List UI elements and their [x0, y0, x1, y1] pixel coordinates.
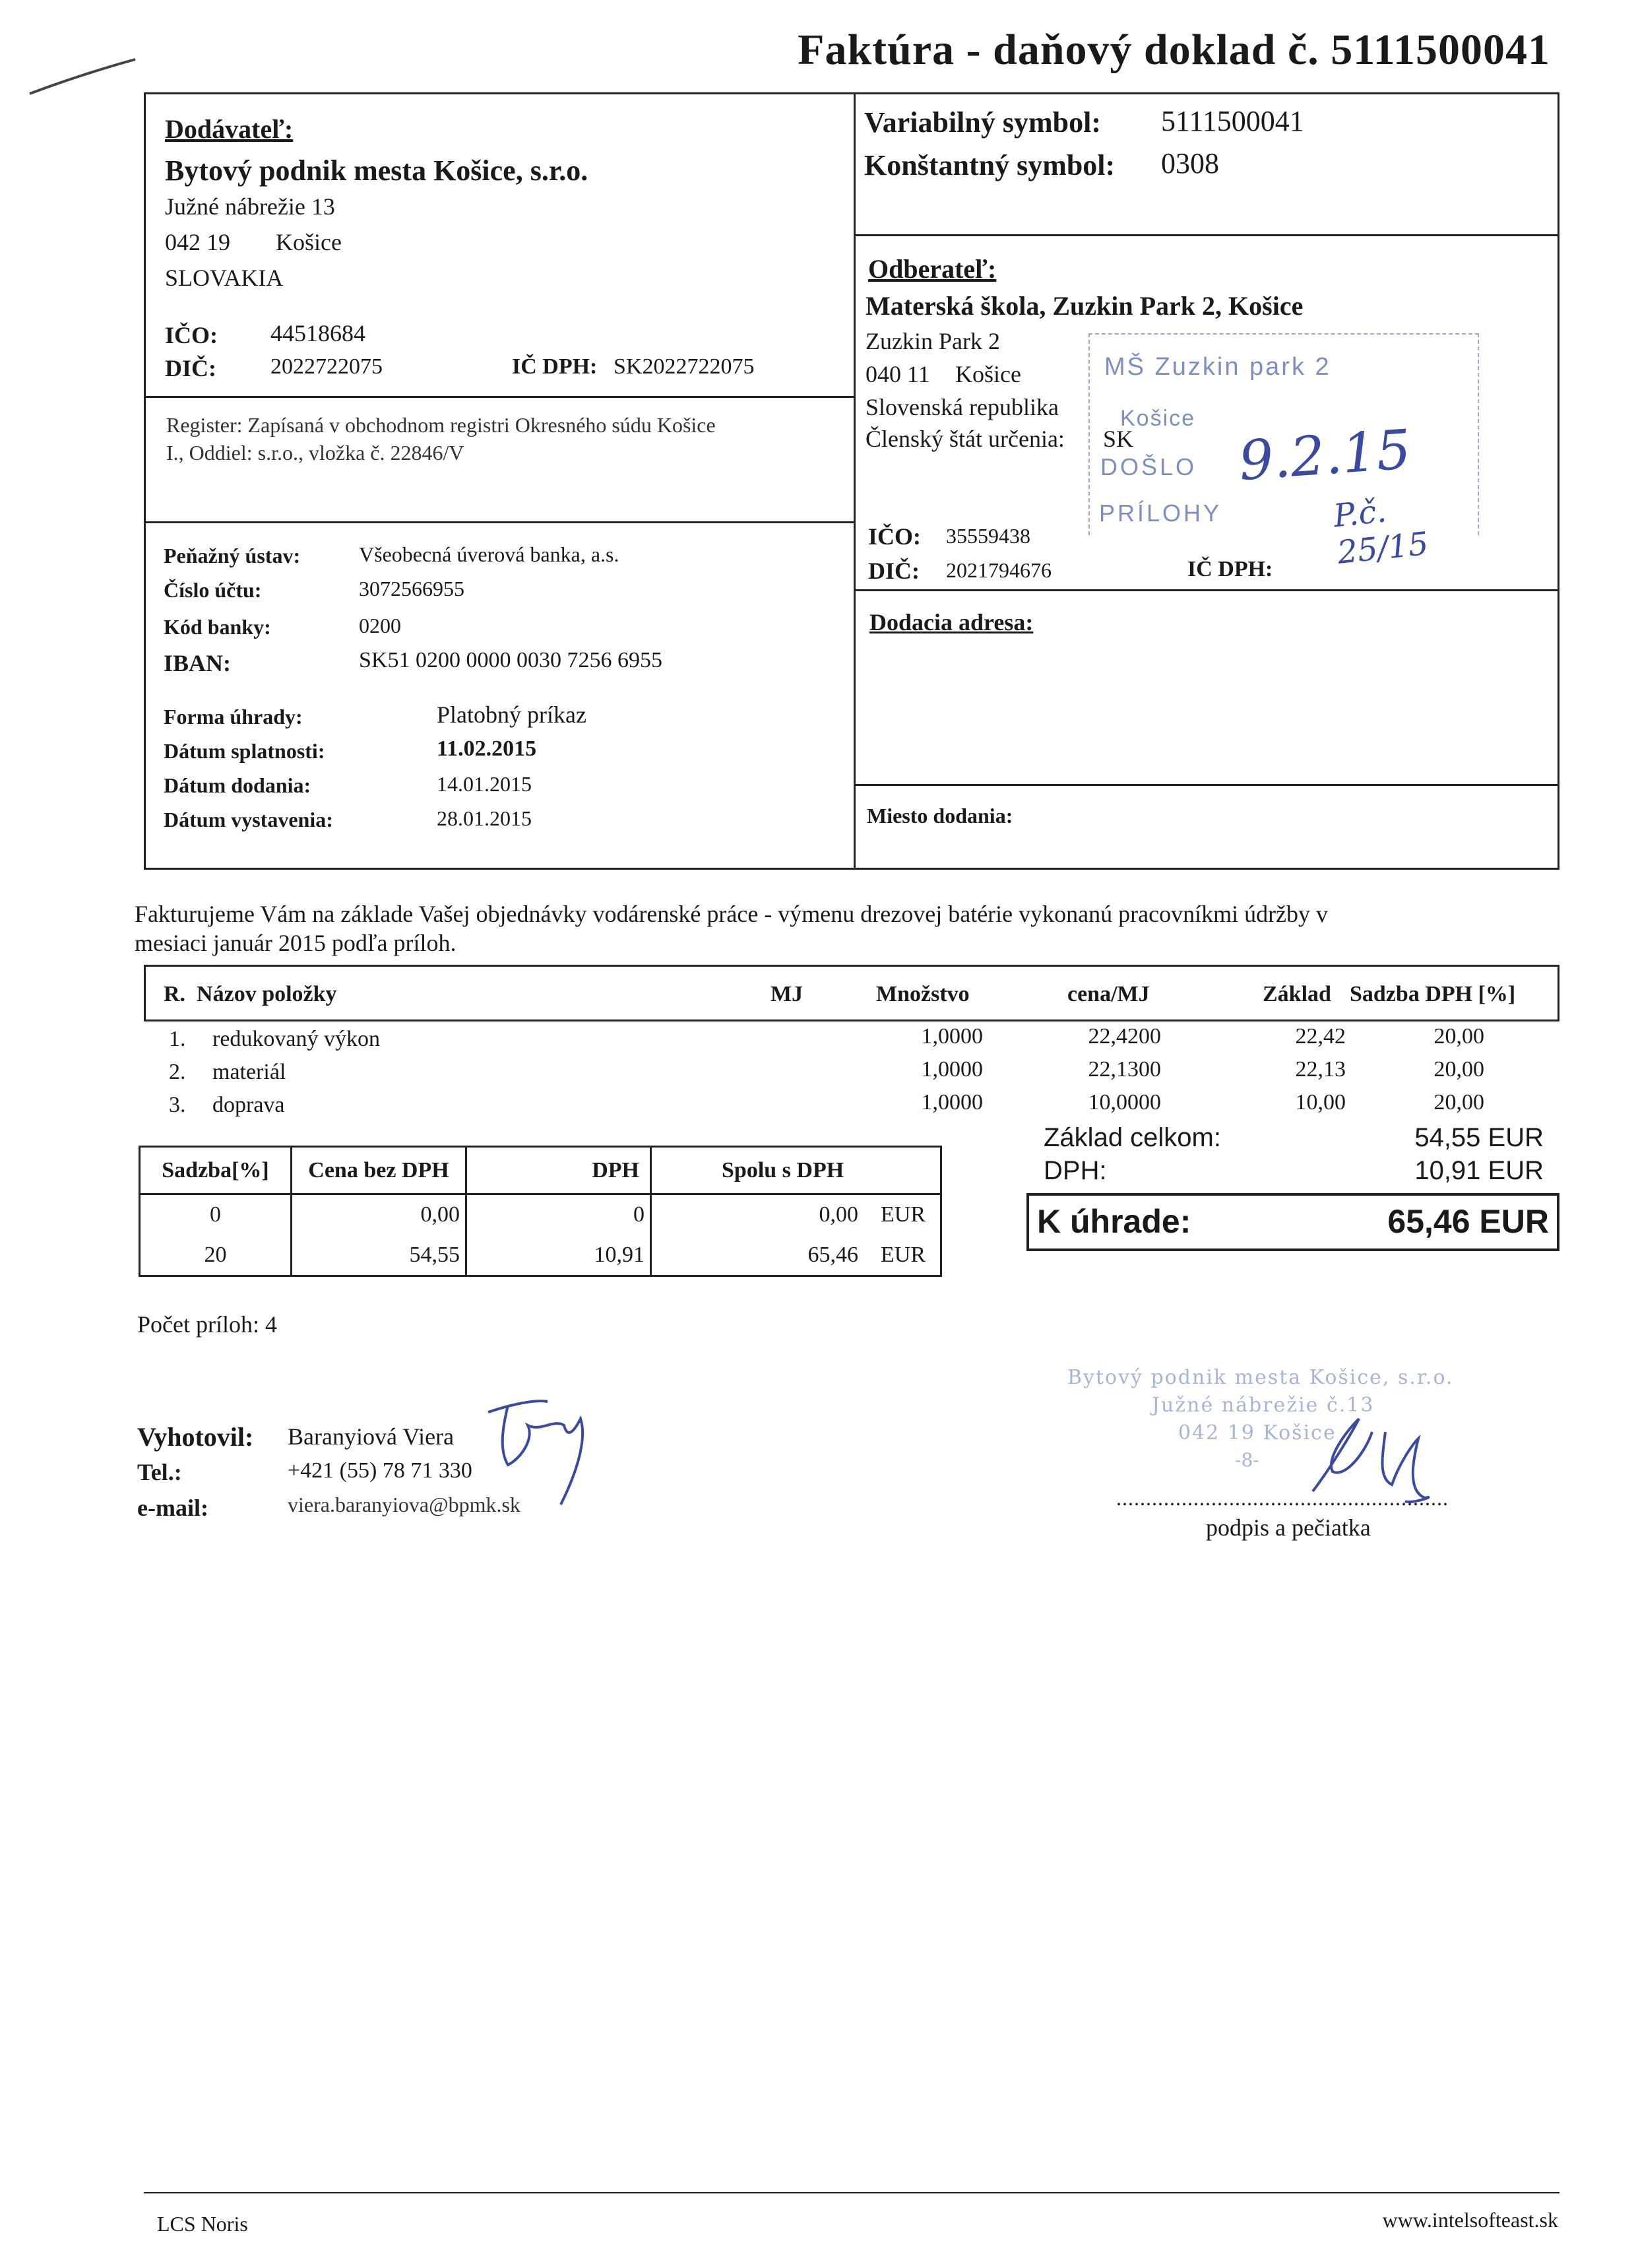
constant-symbol-label: Konštantný symbol: [864, 149, 1116, 181]
item-qty: 1,0000 [921, 1024, 983, 1049]
item-base: 22,13 [1295, 1057, 1346, 1082]
delivery-date-label: Dátum dodania: [164, 773, 311, 797]
vat-net: 0,00 [292, 1194, 466, 1235]
vat-rate: 0 [140, 1194, 292, 1235]
customer-icdph-label: IČ DPH: [1187, 557, 1273, 581]
col-price-header: cena/MJ [1067, 982, 1150, 1006]
col-base-header: Základ [1263, 982, 1331, 1006]
company-stamp-line2: Južné nábrežie č.13 [1152, 1394, 1375, 1417]
email: viera.baranyiova@bpmk.sk [288, 1493, 520, 1516]
bank-label: Peňažný ústav: [164, 544, 301, 567]
customer-street: Zuzkin Park 2 [865, 328, 1000, 354]
tel: +421 (55) 78 71 330 [288, 1458, 472, 1483]
vat-currency: EUR [881, 1202, 926, 1227]
item-num: 3. [169, 1093, 186, 1117]
supplier-icdph: SK2022722075 [614, 354, 755, 379]
vat-gross: 65,46 [807, 1242, 858, 1267]
item-price: 22,1300 [1088, 1057, 1161, 1082]
vat-rate-header: Sadzba[%] [140, 1147, 292, 1194]
supplier-register-line2: I., Oddiel: s.r.o., vložka č. 22846/V [166, 441, 464, 465]
item-num: 2. [169, 1060, 186, 1084]
supplier-icdph-label: IČ DPH: [512, 354, 598, 379]
vat-total: 10,91 EUR [1414, 1156, 1544, 1185]
item-qty: 1,0000 [921, 1057, 983, 1082]
issue-date: 28.01.2015 [437, 806, 532, 830]
made-by-label: Vyhotovil: [137, 1422, 254, 1452]
item-name: doprava [212, 1093, 285, 1117]
variable-symbol: 5111500041 [1161, 105, 1304, 137]
delivery-address-label: Dodacia adresa: [869, 609, 1034, 635]
intro-line2: mesiaci január 2015 podľa príloh. [135, 930, 456, 956]
item-name: redukovaný výkon [212, 1027, 381, 1051]
vat-currency: EUR [881, 1242, 926, 1267]
signature-dots: ........................................................ [1116, 1486, 1449, 1510]
iban: SK51 0200 0000 0030 7256 6955 [359, 648, 662, 672]
item-num: 1. [169, 1027, 186, 1051]
vat-total-label: DPH: [1044, 1156, 1107, 1185]
item-price: 22,4200 [1088, 1024, 1161, 1049]
footer-right: www.intelsofteast.sk [1382, 2208, 1558, 2232]
member-state-label: Členský štát určenia: [865, 426, 1065, 452]
col-name-header: R. Názov položky [164, 982, 337, 1006]
footer-left: LCS Noris [157, 2212, 248, 2236]
col-rate-header: Sadzba DPH [%] [1350, 982, 1516, 1006]
vat-vat: 10,91 [466, 1235, 651, 1276]
vat-vat-header: DPH [466, 1147, 651, 1194]
email-label: e-mail: [137, 1495, 208, 1521]
col-qty-header: Množstvo [876, 982, 970, 1006]
vat-gross-cell [651, 1194, 941, 1235]
stamp-handwritten-date: 9.2.15 [1237, 418, 1413, 493]
item-base: 10,00 [1295, 1090, 1346, 1115]
customer-country: Slovenská republika [865, 394, 1059, 420]
vat-net-header: Cena bez DPH [292, 1147, 466, 1194]
made-by: Baranyiová Viera [288, 1423, 455, 1450]
invoice-title: Faktúra - daňový doklad č. 5111500041 [798, 26, 1550, 74]
base-total-label: Základ celkom: [1044, 1123, 1221, 1152]
item-qty: 1,0000 [921, 1090, 983, 1115]
customer-zip: 040 11 [865, 361, 930, 387]
member-state: SK [1103, 426, 1134, 452]
item-rate: 20,00 [1433, 1090, 1484, 1115]
supplier-name: Bytový podnik mesta Košice, s.r.o. [165, 154, 588, 187]
item-rate: 20,00 [1433, 1024, 1484, 1049]
attachments-count: Počet príloh: 4 [137, 1311, 277, 1338]
table-row [140, 1235, 941, 1276]
signature-label: podpis a pečiatka [1206, 1514, 1371, 1541]
pen-mark [26, 53, 139, 99]
bank-code-label: Kód banky: [164, 615, 271, 639]
delivery-place-label: Miesto dodania: [867, 804, 1013, 827]
customer-ico-label: IČO: [868, 523, 921, 550]
customer-dic-label: DIČ: [868, 558, 920, 584]
base-total: 54,55 EUR [1414, 1123, 1544, 1152]
table-row [140, 1194, 941, 1235]
tel-label: Tel.: [137, 1459, 182, 1485]
issue-date-label: Dátum vystavenia: [164, 808, 333, 831]
customer-name: Materská škola, Zuzkin Park 2, Košice [865, 291, 1304, 321]
company-stamp-line3: 042 19 Košice [1178, 1421, 1337, 1444]
supplier-ico: 44518684 [270, 320, 365, 346]
vat-net: 54,55 [292, 1235, 466, 1276]
item-price: 10,0000 [1088, 1090, 1161, 1115]
stamp-line4: PRÍLOHY [1099, 500, 1222, 527]
stamp-line2: Košice [1120, 406, 1196, 431]
customer-heading: Odberateľ: [868, 254, 997, 284]
constant-symbol: 0308 [1161, 147, 1219, 179]
col-mj-header: MJ [771, 982, 803, 1006]
vat-gross-header: Spolu s DPH [651, 1147, 941, 1194]
amount-due: 65,46 EUR [1387, 1203, 1549, 1240]
customer-ico: 35559438 [946, 524, 1030, 548]
stamp-handwritten-ref: P.č. 25/15 [1331, 492, 1431, 571]
iban-label: IBAN: [164, 650, 232, 676]
account-label: Číslo účtu: [164, 578, 262, 602]
supplier-dic-label: DIČ: [165, 355, 216, 381]
supplier-dic: 2022722075 [270, 354, 383, 379]
payment-method-label: Forma úhrady: [164, 705, 303, 729]
stamp-line1: MŠ Zuzkin park 2 [1104, 353, 1331, 381]
issuer-signature [482, 1392, 600, 1518]
supplier-ico-label: IČO: [165, 322, 218, 348]
vat-gross-cell [651, 1235, 941, 1276]
intro-line1: Fakturujeme Vám na základe Vašej objednávky vodárenské práce - výmenu drezovej batérie vykonanú pracovníkmi údržby v [135, 901, 1329, 927]
supplier-country: SLOVAKIA [165, 265, 284, 291]
stamp-line3: DOŠLO [1100, 453, 1197, 480]
vat-vat: 0 [466, 1194, 651, 1235]
delivery-date: 14.01.2015 [437, 772, 532, 796]
due-date: 11.02.2015 [437, 736, 537, 761]
item-name: materiál [212, 1060, 286, 1084]
header-divider [854, 92, 856, 870]
vat-rate: 20 [140, 1235, 292, 1276]
vat-recap-table [139, 1146, 942, 1277]
company-stamp-line1: Bytový podnik mesta Košice, s.r.o. [1067, 1366, 1454, 1389]
bank-name: Všeobecná úverová banka, a.s. [359, 542, 619, 566]
payment-method: Platobný príkaz [437, 701, 586, 728]
footer-rule [144, 2192, 1559, 2193]
company-stamp-line4: -8- [1235, 1449, 1259, 1471]
items-table-header [144, 965, 1559, 1021]
supplier-city: Košice [276, 229, 342, 255]
variable-symbol-label: Variabilný symbol: [864, 106, 1102, 139]
supplier-register-line1: Register: Zapísaná v obchodnom registri Okresného súdu Košice [166, 413, 716, 437]
table-row [140, 1147, 941, 1194]
due-date-label: Dátum splatnosti: [164, 739, 325, 763]
supplier-heading: Dodávateľ: [165, 114, 294, 144]
account-number: 3072566955 [359, 577, 464, 600]
bank-code: 0200 [359, 614, 401, 637]
vat-gross: 0,00 [819, 1202, 858, 1227]
customer-dic: 2021794676 [946, 558, 1052, 582]
amount-due-label: K úhrade: [1037, 1203, 1191, 1240]
item-rate: 20,00 [1433, 1057, 1484, 1082]
item-base: 22,42 [1295, 1024, 1346, 1049]
supplier-street: Južné nábrežie 13 [165, 193, 335, 220]
supplier-zip: 042 19 [165, 229, 230, 255]
customer-city: Košice [955, 361, 1021, 387]
